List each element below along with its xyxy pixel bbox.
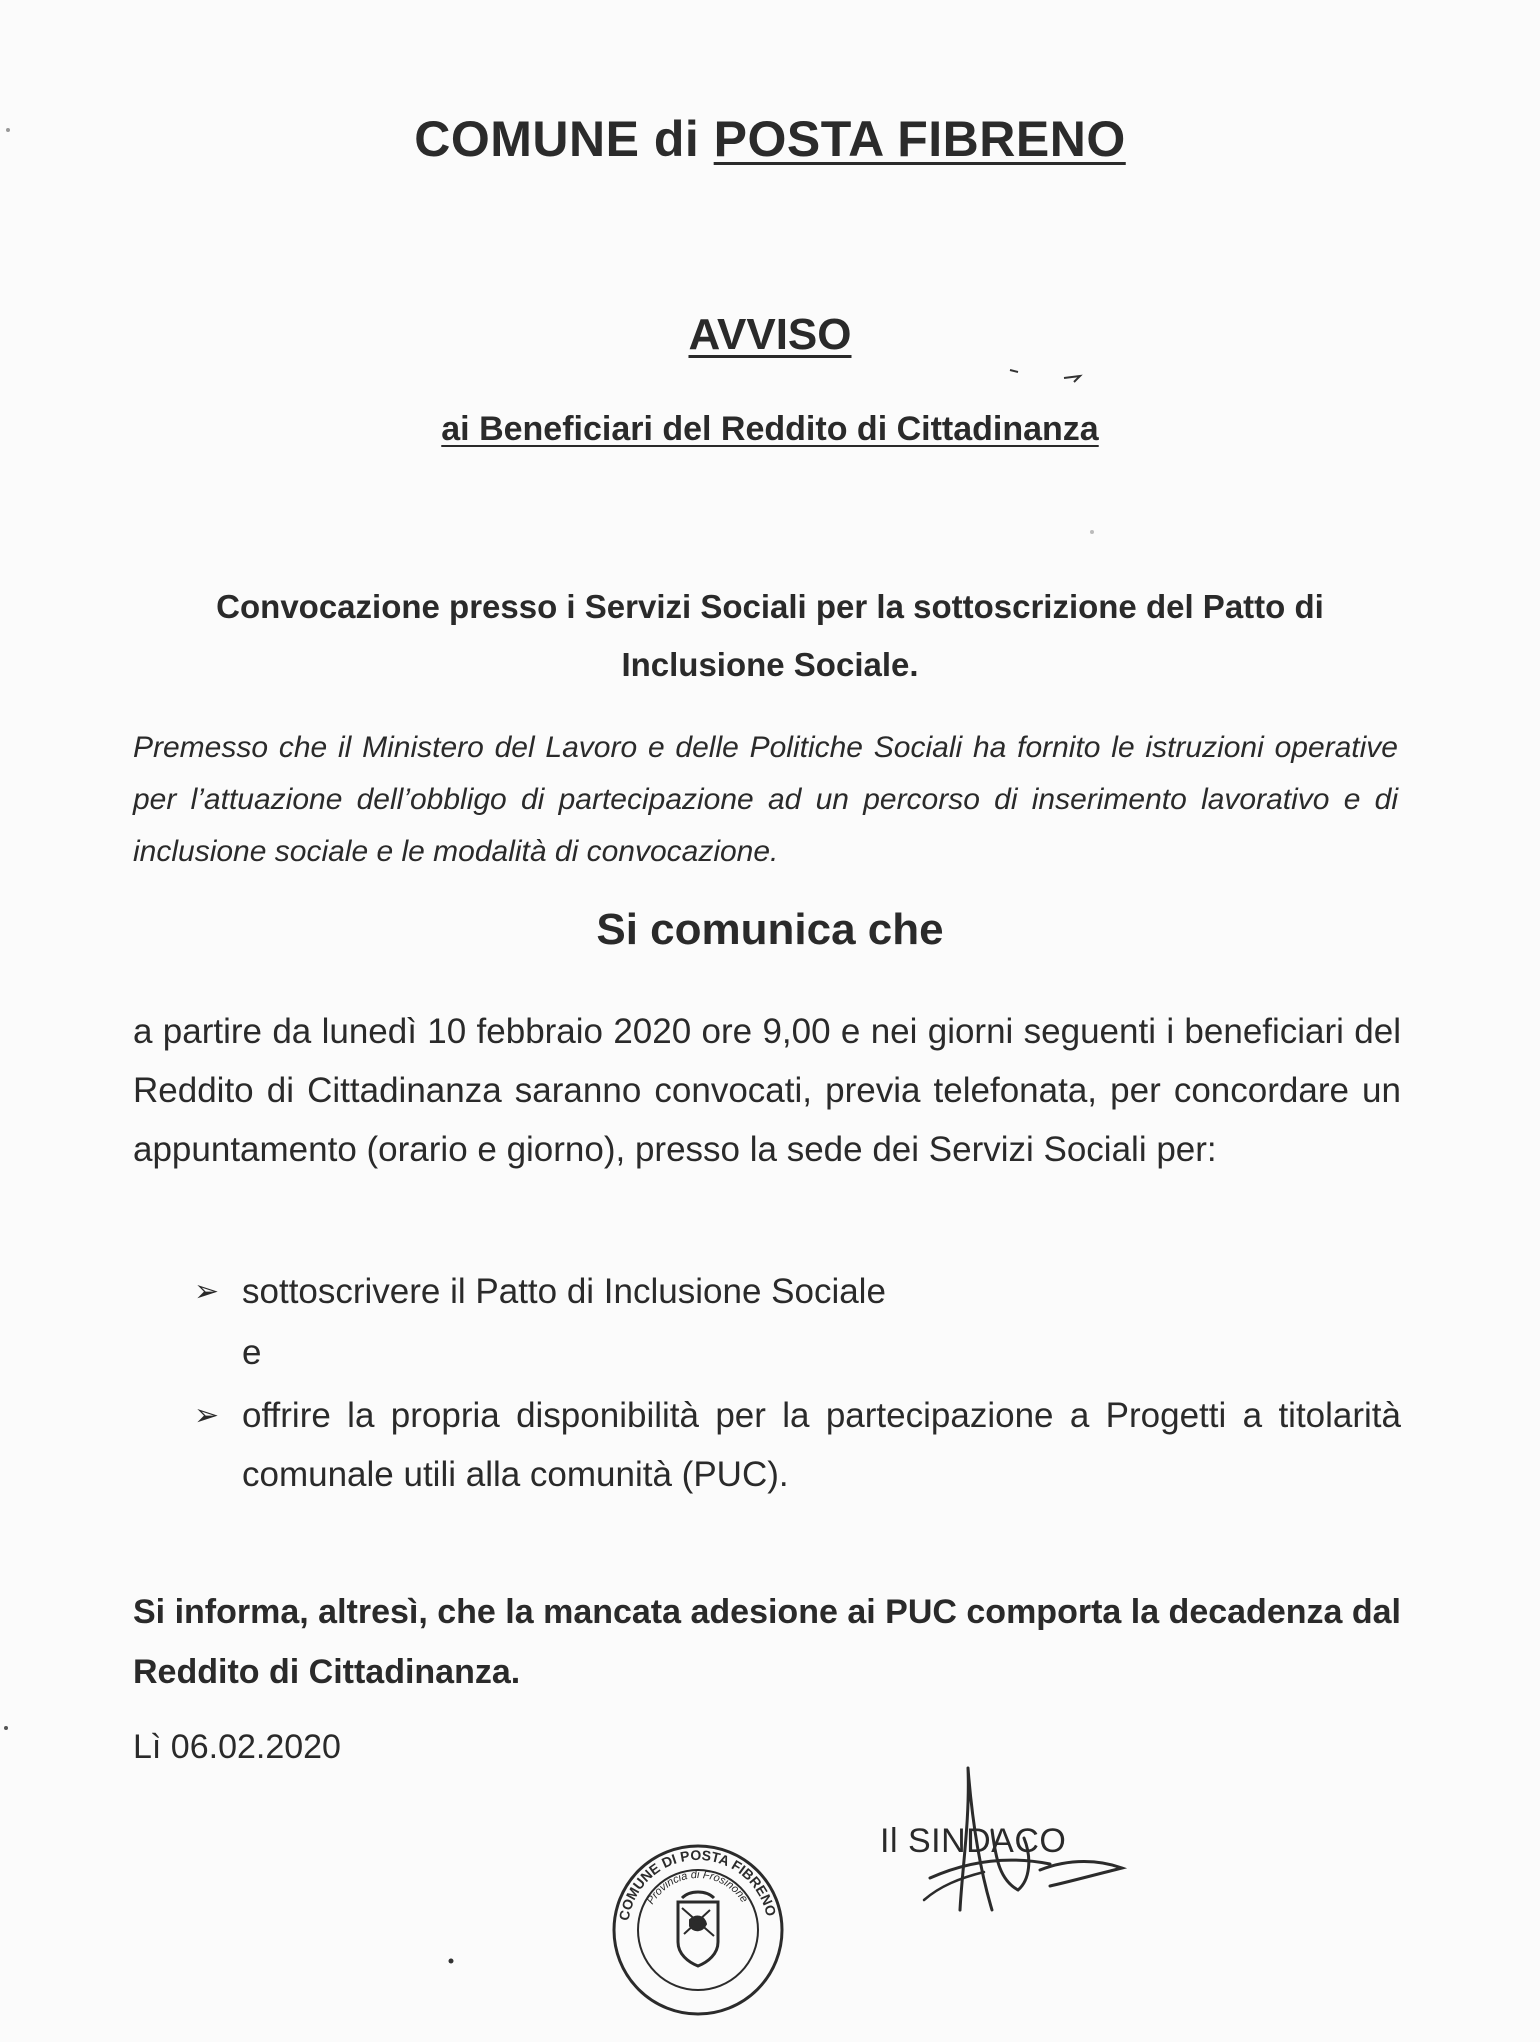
list-conjunction: e: [242, 1333, 262, 1372]
arrow-bullet-icon: ➢: [194, 1275, 220, 1308]
scan-speck: [1090, 530, 1094, 534]
warning-paragraph: Si informa, altresì, che la mancata adesione ai PUC comporta la decadenza dal Reddito di Cittadinanza.: [133, 1593, 1401, 1691]
body-paragraph: a partire da lunedì 10 febbraio 2020 ore 9,00 e nei giorni seguenti i beneficiari del Reddito di Cittadinanza saranno convocati, previa telefonata, per concordare un appuntamento (orario e giorno), presso la sede dei Servizi Sociali per:: [133, 1012, 1401, 1169]
scan-speck: [1010, 370, 1080, 382]
title-place: POSTA FIBRENO: [713, 111, 1126, 167]
scan-speck: [4, 1726, 8, 1730]
convocation-line-2: Inclusione Sociale.: [621, 646, 919, 683]
list-item-text: offrire la propria disponibilità per la partecipazione a Progetti a titolarità comunale utili alla comunità (PUC).: [242, 1396, 1401, 1494]
signature-stroke: [930, 1768, 1122, 1910]
title-prefix: COMUNE di: [414, 111, 714, 167]
list-item-text: sottoscrivere il Patto di Inclusione Sociale: [242, 1272, 886, 1311]
scan-speck: [449, 1959, 454, 1964]
notice-heading: AVVISO: [688, 310, 852, 359]
notice-recipients: ai Beneficiari del Reddito di Cittadinanza: [441, 410, 1099, 448]
municipal-stamp-icon: [610, 1842, 786, 2018]
convocation-title: [140, 578, 1400, 694]
signatory-title: Il SINDACO: [880, 1822, 1067, 1860]
coat-of-arms-icon: [678, 1892, 718, 1966]
premise-paragraph: Premesso che il Ministero del Lavoro e delle Politiche Sociali ha fornito le istruzioni operative per l’attuazione dell’obbligo di partecipazione ad un percorso di inserimento lavorativo e di inclusione sociale e le modalità di convocazione.: [133, 731, 1398, 868]
signature-icon: [900, 1760, 1130, 1930]
stamp-inner-text: Provincia di Frosinone: [644, 1868, 751, 1907]
list-item: [194, 1386, 1401, 1504]
issue-date: Lì 06.02.2020: [133, 1728, 341, 1766]
convocation-line-1: Convocazione presso i Servizi Sociali per la sottoscrizione del Patto di: [216, 588, 1324, 625]
section-heading: Si comunica che: [596, 905, 944, 954]
stamp-outer-text: COMUNE DI POSTA FIBRENO: [615, 1846, 780, 1922]
arrow-bullet-icon: ➢: [194, 1399, 220, 1432]
bullet-list: [194, 1262, 1401, 1504]
page-title: [0, 110, 1540, 168]
list-item: [194, 1262, 1401, 1321]
